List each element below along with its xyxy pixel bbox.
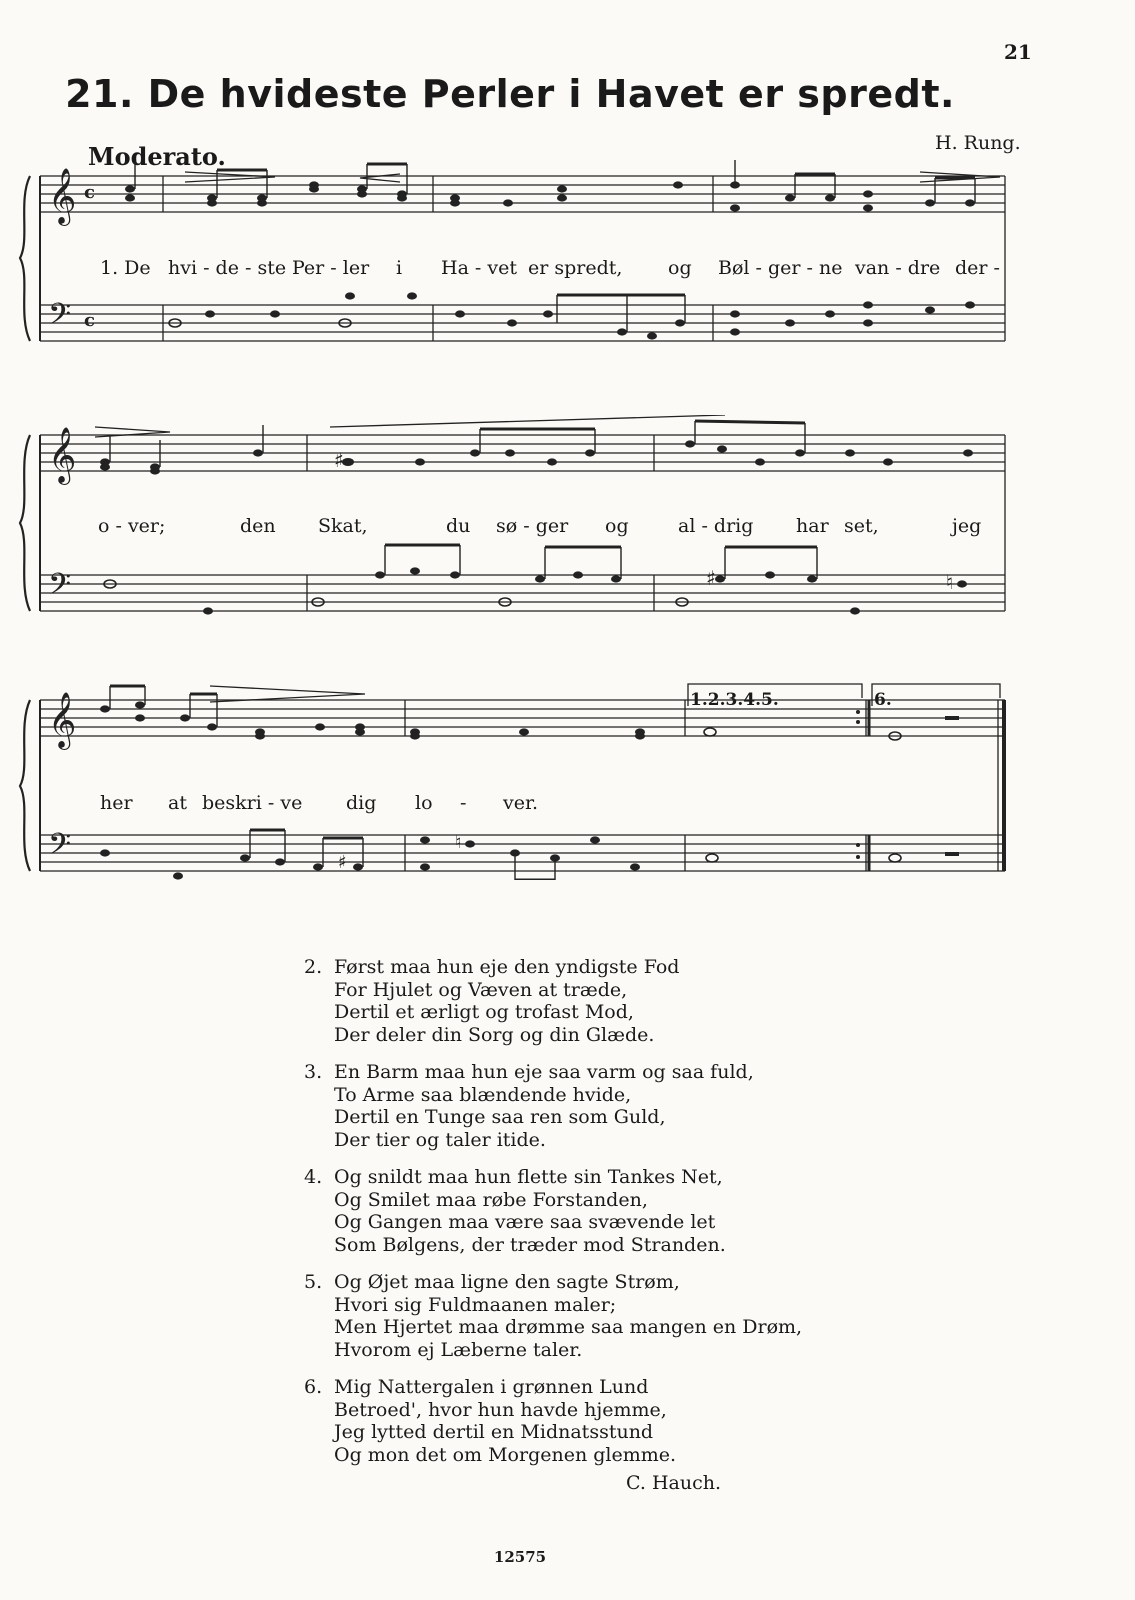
svg-text:♯: ♯ bbox=[706, 566, 716, 590]
lyric-s1-1: 1. De bbox=[100, 257, 151, 279]
lyric-s3-1: her bbox=[100, 792, 133, 814]
lyric-s3-5: lo bbox=[415, 792, 433, 814]
verse-line: Og Øjet maa ligne den sagte Strøm, bbox=[334, 1271, 680, 1293]
verse-line: Og mon det om Morgenen glemme. bbox=[334, 1443, 677, 1466]
composer-credit: H. Rung. bbox=[935, 132, 1021, 154]
lyric-s1-10: der - bbox=[955, 257, 1000, 279]
verse-line: Som Bølgens, der træder mod Stranden. bbox=[334, 1233, 726, 1256]
poet-credit: C. Hauch. bbox=[626, 1472, 721, 1494]
lyric-s2-1: o - ver; bbox=[98, 515, 166, 537]
lyric-s2-2: den bbox=[240, 515, 276, 537]
verse-number: 2. bbox=[304, 956, 323, 978]
verse-number: 6. bbox=[304, 1376, 323, 1398]
verse-line: Hvorom ej Læberne taler. bbox=[334, 1338, 583, 1361]
page-number: 21 bbox=[1004, 40, 1032, 64]
svg-text:c: c bbox=[84, 182, 95, 203]
verse-line: Og Gangen maa være saa svævende let bbox=[334, 1211, 716, 1233]
verse-line: Mig Nattergalen i grønnen Lund bbox=[334, 1376, 649, 1398]
lyric-s3-3: beskri - ve bbox=[202, 792, 303, 814]
svg-text:♮: ♮ bbox=[946, 570, 954, 594]
verse-line: Der deler din Sorg og din Glæde. bbox=[334, 1023, 655, 1046]
svg-text:♯: ♯ bbox=[338, 852, 347, 873]
verse-number: 4. bbox=[304, 1166, 323, 1188]
svg-text:𝄢: 𝄢 bbox=[48, 828, 72, 869]
verse-line: To Arme saa blændende hvide, bbox=[334, 1083, 632, 1106]
verse-line: Men Hjertet maa drømme saa mangen en Drøm, bbox=[334, 1316, 803, 1338]
verse-5 bbox=[304, 1271, 904, 1361]
plate-number: 12575 bbox=[493, 1548, 547, 1566]
lyric-s2-4: du bbox=[446, 515, 471, 537]
verse-line: Og Smilet maa røbe Forstanden, bbox=[334, 1188, 648, 1211]
lyric-s2-10: jeg bbox=[952, 515, 982, 537]
verse-line: Først maa hun eje den yndigste Fod bbox=[334, 956, 680, 978]
ending-2: 6. bbox=[874, 690, 892, 710]
verse-3 bbox=[304, 1061, 904, 1151]
svg-text:♮: ♮ bbox=[455, 832, 462, 853]
music-system-3 bbox=[0, 680, 1135, 880]
lyric-s1-7: og bbox=[668, 257, 692, 279]
lyric-s1-6: er spredt, bbox=[528, 257, 623, 279]
lyric-s1-2: hvi - de - ste bbox=[168, 257, 287, 279]
verse-number: 5. bbox=[304, 1271, 323, 1293]
svg-text:𝄢: 𝄢 bbox=[48, 298, 72, 339]
lyric-s1-5: Ha - vet bbox=[441, 257, 518, 279]
lyric-s1-9: van - dre bbox=[855, 257, 941, 279]
lyric-s3-4: dig bbox=[346, 792, 377, 814]
verse-4 bbox=[304, 1166, 904, 1256]
lyric-s2-3: Skat, bbox=[318, 515, 368, 537]
lyric-s2-7: al - drig bbox=[678, 515, 754, 537]
verse-line: For Hjulet og Væven at træde, bbox=[334, 978, 628, 1001]
verse-line: Hvori sig Fuldmaanen maler; bbox=[334, 1293, 617, 1316]
lyric-s2-5: sø - ger bbox=[496, 515, 569, 537]
verse-line: Dertil et ærligt og trofast Mod, bbox=[334, 1001, 634, 1023]
svg-text:c: c bbox=[84, 310, 95, 331]
lyric-s2-8: har bbox=[796, 515, 829, 537]
lyric-s3-7: ver. bbox=[503, 792, 539, 814]
lyric-s3-2: at bbox=[168, 792, 187, 814]
svg-text:𝄢: 𝄢 bbox=[48, 568, 72, 609]
verse-line: Dertil en Tunge saa ren som Guld, bbox=[334, 1106, 666, 1128]
verse-line: Der tier og taler itide. bbox=[334, 1128, 546, 1151]
svg-text:𝄞: 𝄞 bbox=[48, 427, 77, 483]
ending-1: 1.2.3.4.5. bbox=[690, 690, 779, 710]
lyric-s2-9: set, bbox=[844, 515, 879, 537]
verse-number: 3. bbox=[304, 1061, 323, 1083]
verse-line: Betroed', hvor hun havde hjemme, bbox=[334, 1398, 667, 1421]
verse-line: Og snildt maa hun flette sin Tankes Net, bbox=[334, 1166, 723, 1188]
lyric-s1-3: Per - ler bbox=[292, 257, 370, 279]
svg-text:𝄞: 𝄞 bbox=[48, 692, 77, 748]
additional-verses bbox=[304, 956, 904, 1481]
svg-text:♯: ♯ bbox=[334, 448, 344, 472]
lyric-s1-8: Bøl - ger - ne bbox=[718, 257, 843, 279]
verse-2 bbox=[304, 956, 904, 1046]
tempo-marking: Moderato. bbox=[88, 142, 226, 171]
verse-line: Jeg lytted dertil en Midnatsstund bbox=[334, 1421, 654, 1443]
svg-text:𝄞: 𝄞 bbox=[48, 168, 77, 224]
verse-6 bbox=[304, 1376, 904, 1466]
verse-line: En Barm maa hun eje saa varm og saa fuld, bbox=[334, 1061, 754, 1083]
lyric-s2-6: og bbox=[605, 515, 629, 537]
lyric-s3-6: - bbox=[460, 792, 467, 814]
lyric-s1-4: i bbox=[396, 257, 403, 279]
song-title: 21. De hvideste Perler i Havet er spredt. bbox=[65, 72, 955, 116]
